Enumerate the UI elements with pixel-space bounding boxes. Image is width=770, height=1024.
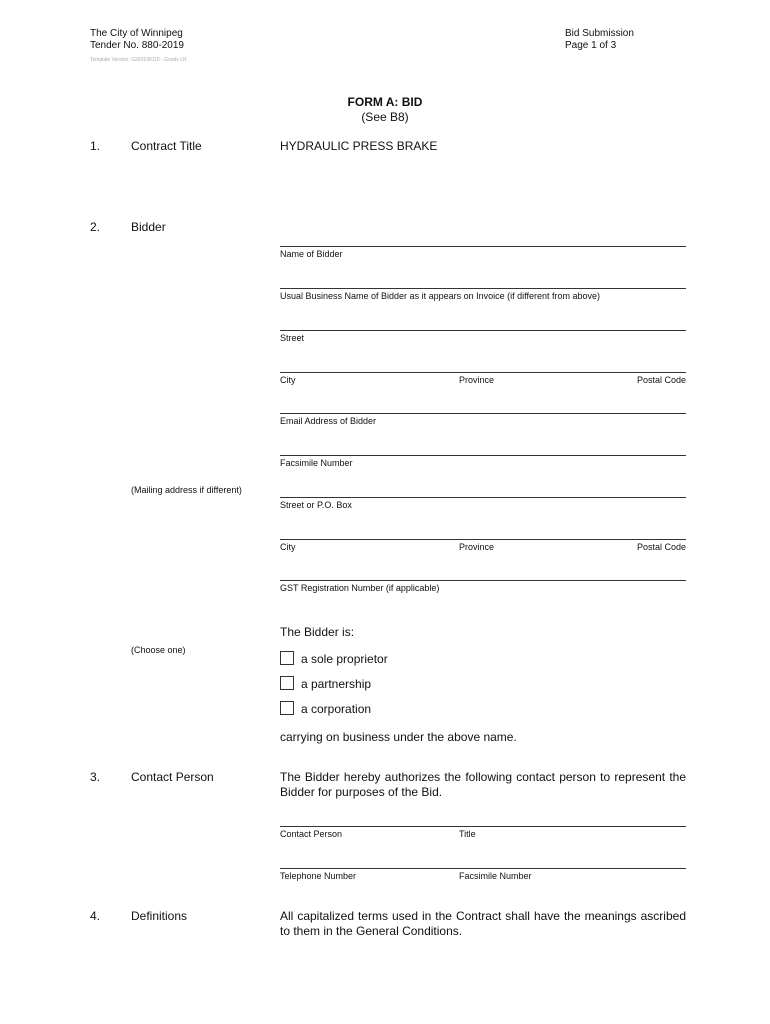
field-label: Province (459, 542, 495, 552)
field-label: Telephone Number (280, 871, 357, 881)
field-label: Facsimile Number (459, 871, 532, 881)
form-title: FORM A: BID (347, 95, 423, 109)
field-label: Email Address of Bidder (280, 416, 377, 426)
city-province-postal-field[interactable] (280, 372, 686, 373)
sole-proprietor-checkbox[interactable] (280, 651, 294, 665)
option-label: a partnership (301, 677, 372, 691)
email-field[interactable] (280, 413, 686, 414)
section-label: Bidder (131, 220, 166, 234)
header-submission: Bid Submission (565, 28, 634, 39)
header-tender: Tender No. 880-2019 (90, 40, 184, 51)
option-label: a sole proprietor (301, 652, 388, 666)
section-number: 4. (90, 909, 101, 923)
template-version: Template Version: G320190115 - Goods LR (90, 57, 187, 63)
field-label: GST Registration Number (if applicable) (280, 583, 440, 593)
choose-one-note: (Choose one) (131, 645, 186, 655)
mailing-street-field[interactable] (280, 497, 686, 498)
section-label: Contact Person (131, 770, 214, 784)
gst-field[interactable] (280, 580, 686, 581)
form-subtitle: (See B8) (361, 110, 409, 124)
header-page: Page 1 of 3 (565, 40, 617, 51)
field-label: Postal Code (636, 375, 686, 385)
contract-title-value: HYDRAULIC PRESS BRAKE (280, 139, 438, 153)
street-field[interactable] (280, 330, 686, 331)
mailing-note: (Mailing address if different) (131, 485, 242, 495)
name-of-bidder-field[interactable] (280, 246, 686, 247)
contact-person-title-field[interactable] (280, 826, 686, 827)
header-left (90, 28, 184, 52)
section-label: Contract Title (131, 139, 202, 153)
definitions-text: All capitalized terms used in the Contract shall have the meanings ascribed to them in the General Conditions. (280, 909, 686, 938)
usual-business-name-field[interactable] (280, 288, 686, 289)
header-city: The City of Winnipeg (90, 28, 183, 39)
field-label: Postal Code (636, 542, 686, 552)
fax-field[interactable] (280, 455, 686, 456)
header-right (565, 28, 634, 52)
field-label: Province (459, 375, 495, 385)
option-label: a corporation (301, 702, 372, 716)
mailing-city-field[interactable] (280, 539, 686, 540)
carrying-text: carrying on business under the above name. (280, 730, 517, 744)
contact-authorization-text: The Bidder hereby authorizes the following contact person to represent the Bidder for purposes of the Bid. (280, 770, 686, 799)
field-label: Facsimile Number (280, 458, 353, 468)
field-label: Contact Person (280, 829, 343, 839)
telephone-fax-field[interactable] (280, 868, 686, 869)
field-label: Usual Business Name of Bidder as it appears on Invoice (if different from above) (280, 291, 600, 301)
corporation-checkbox[interactable] (280, 701, 294, 715)
field-label: City (280, 542, 296, 552)
section-label: Definitions (131, 909, 188, 923)
field-label: Name of Bidder (280, 249, 343, 259)
field-label: Street (280, 333, 305, 343)
section-number: 2. (90, 220, 101, 234)
section-number: 3. (90, 770, 101, 784)
bidder-is-label: The Bidder is: (280, 625, 355, 639)
field-label: Street or P.O. Box (280, 500, 352, 510)
field-label: City (280, 375, 296, 385)
field-label: Title (459, 829, 476, 839)
section-number: 1. (90, 139, 101, 153)
partnership-checkbox[interactable] (280, 676, 294, 690)
